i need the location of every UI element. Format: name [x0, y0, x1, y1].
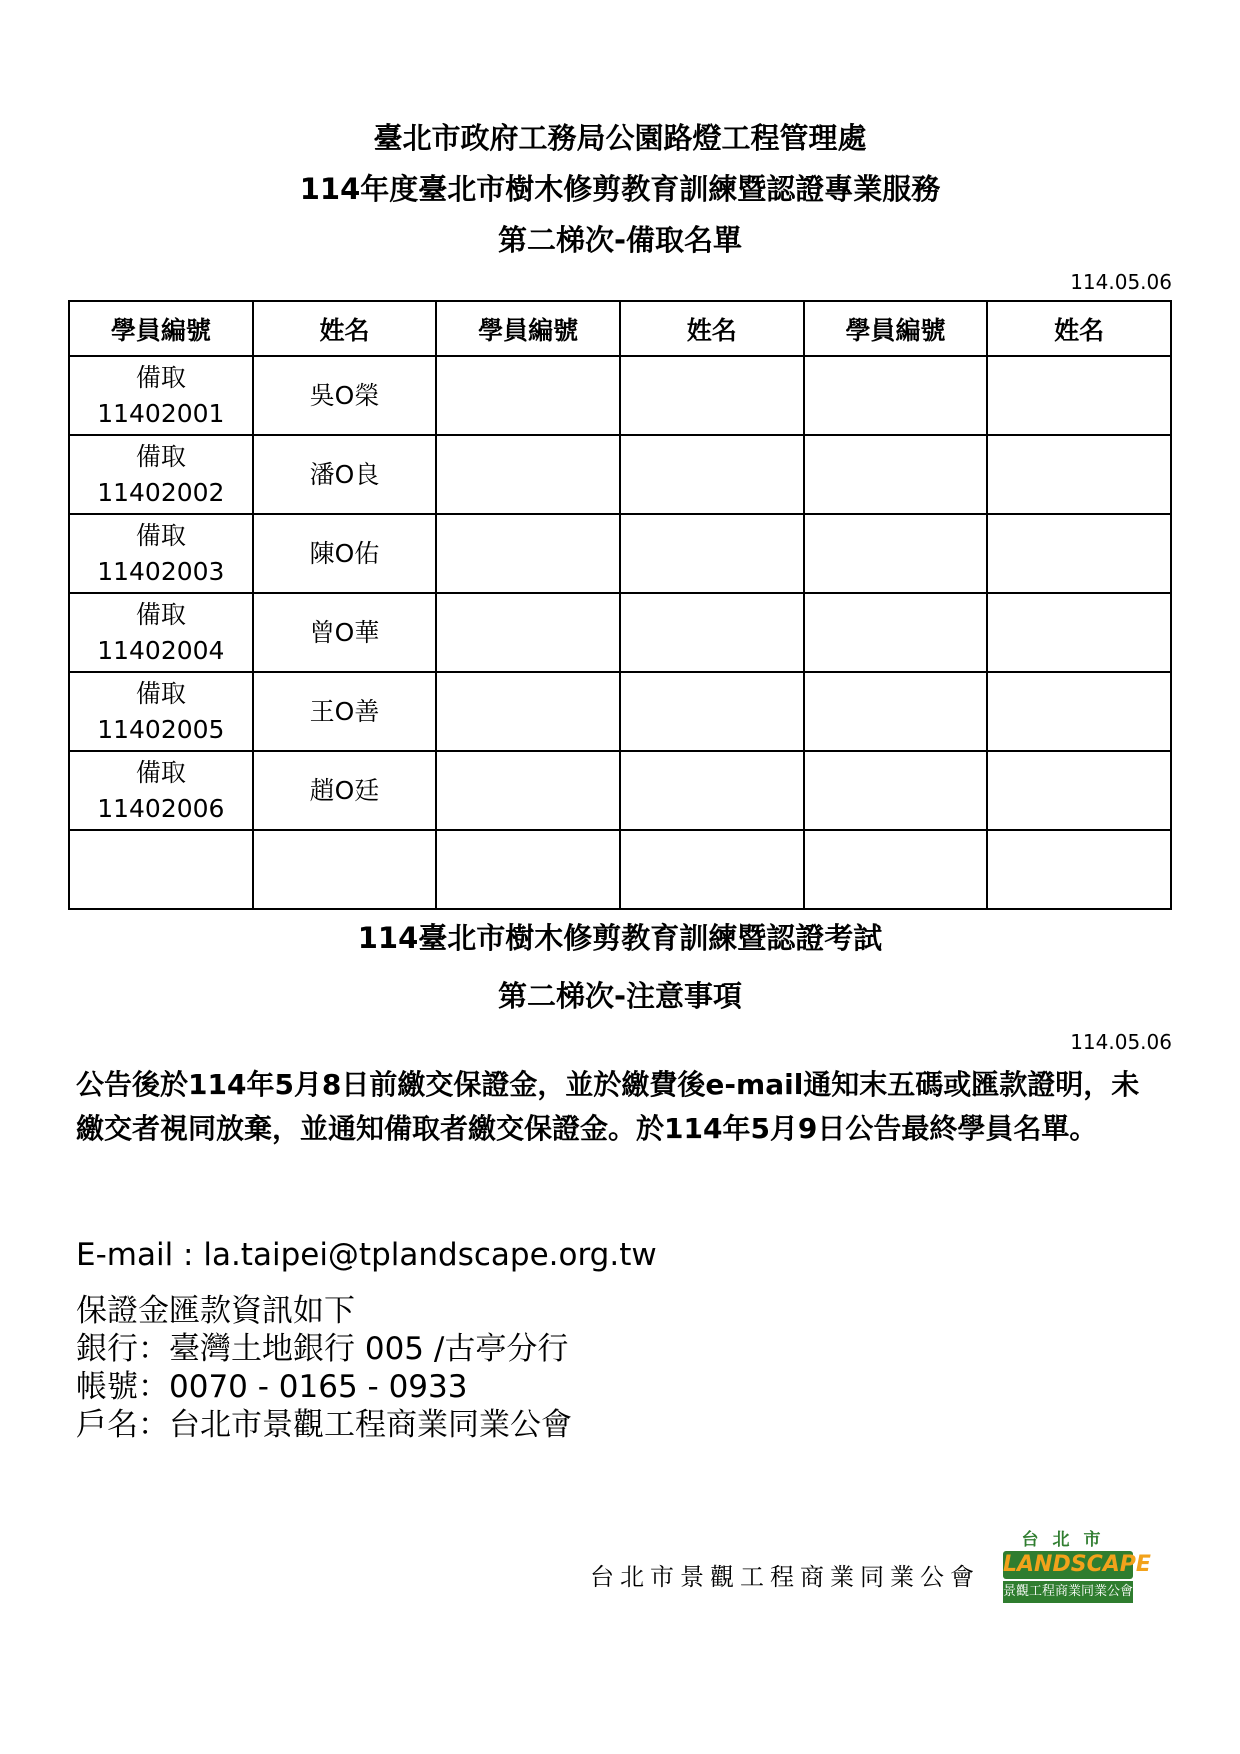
notice-section-title: 第二梯次-注意事項: [497, 979, 743, 1013]
waitlist-table: [68, 300, 1172, 910]
header-list-title: 第二梯次-備取名單: [497, 223, 743, 257]
student-id-cell: [69, 514, 253, 593]
empty-cell: [620, 356, 804, 435]
student-id-cell: [69, 435, 253, 514]
table-row: [69, 435, 1171, 514]
empty-cell: [436, 751, 620, 830]
table-header-row: [69, 301, 1171, 356]
empty-cell: [620, 672, 804, 751]
empty-cell: [804, 751, 988, 830]
student-id: 11402006: [97, 793, 225, 823]
id-prefix: 備取: [135, 678, 186, 708]
student-id: 11402002: [97, 477, 225, 507]
account-number: 帳號：0070 - 0165 - 0933: [76, 1369, 468, 1405]
empty-cell: [804, 830, 988, 909]
student-name: 曾O華: [253, 593, 437, 672]
student-name: 王O善: [253, 672, 437, 751]
empty-cell: [436, 356, 620, 435]
landscape-association-logo: [1003, 1530, 1151, 1605]
id-prefix: 備取: [135, 599, 186, 629]
student-name: 趙O廷: [253, 751, 437, 830]
column-header: 姓名: [620, 301, 804, 356]
empty-cell: [804, 514, 988, 593]
header-date: 114.05.06: [1070, 270, 1172, 294]
student-name: [253, 830, 437, 909]
empty-cell: [436, 514, 620, 593]
footer-organization: 台北市景觀工程商業同業公會: [590, 1563, 980, 1591]
empty-cell: [436, 672, 620, 751]
account-name: 戶名：台北市景觀工程商業同業公會: [76, 1407, 572, 1443]
notice-date: 114.05.06: [1070, 1030, 1172, 1054]
empty-cell: [987, 514, 1171, 593]
student-name: 陳O佑: [253, 514, 437, 593]
table-row: [69, 593, 1171, 672]
empty-cell: [804, 435, 988, 514]
student-id: 11402004: [97, 635, 225, 665]
empty-cell: [987, 751, 1171, 830]
empty-cell: [987, 356, 1171, 435]
id-prefix: 備取: [135, 757, 186, 787]
empty-cell: [436, 435, 620, 514]
notice-body: 公告後於114年5月8日前繳交保證金，並於繳費後e-mail通知末五碼或匯款證明，未繳交者視同放棄，並通知備取者繳交保證金。於114年5月9日公告最終學員名單。: [76, 1068, 1140, 1145]
empty-cell: [987, 593, 1171, 672]
student-name: 吳O榮: [253, 356, 437, 435]
contact-email: E-mail : la.taipei@tplandscape.org.tw: [76, 1237, 657, 1273]
header-program: 114年度臺北市樹木修剪教育訓練暨認證專業服務: [299, 172, 941, 206]
column-header: 學員編號: [436, 301, 620, 356]
empty-cell: [804, 356, 988, 435]
column-header: 學員編號: [804, 301, 988, 356]
student-name: 潘O良: [253, 435, 437, 514]
empty-cell: [987, 830, 1171, 909]
empty-cell: [804, 672, 988, 751]
table-row: [69, 830, 1171, 909]
deposit-heading: 保證金匯款資訊如下: [76, 1293, 355, 1329]
column-header: 學員編號: [69, 301, 253, 356]
logo-subtitle-text: 景觀工程商業同業公會: [1003, 1581, 1133, 1603]
column-header: 姓名: [987, 301, 1171, 356]
empty-cell: [987, 435, 1171, 514]
empty-cell: [620, 593, 804, 672]
empty-cell: [987, 672, 1171, 751]
logo-city-text: 台北市: [1021, 1530, 1115, 1550]
student-id-cell: [69, 751, 253, 830]
empty-cell: [620, 435, 804, 514]
empty-cell: [804, 593, 988, 672]
student-id-cell: [69, 672, 253, 751]
id-prefix: 備取: [135, 441, 186, 471]
student-id-cell: [69, 356, 253, 435]
id-prefix: 備取: [135, 362, 186, 392]
table-row: [69, 356, 1171, 435]
empty-cell: [620, 751, 804, 830]
column-header: 姓名: [253, 301, 437, 356]
student-id-cell: [69, 830, 253, 909]
logo-landscape-text: LANDSCAPE: [1003, 1552, 1151, 1577]
table-row: [69, 751, 1171, 830]
student-id: 11402005: [97, 714, 225, 744]
id-prefix: 備取: [135, 520, 186, 550]
student-id-cell: [69, 593, 253, 672]
empty-cell: [436, 830, 620, 909]
empty-cell: [620, 514, 804, 593]
header-agency: 臺北市政府工務局公園路燈工程管理處: [373, 121, 867, 155]
empty-cell: [436, 593, 620, 672]
student-id: 11402003: [97, 556, 225, 586]
notice-exam-title: 114臺北市樹木修剪教育訓練暨認證考試: [357, 921, 883, 955]
empty-cell: [620, 830, 804, 909]
table-row: [69, 514, 1171, 593]
student-id: 11402001: [97, 398, 225, 428]
bank-info: 銀行：臺灣土地銀行 005 /古亭分行: [76, 1331, 569, 1367]
table-row: [69, 672, 1171, 751]
